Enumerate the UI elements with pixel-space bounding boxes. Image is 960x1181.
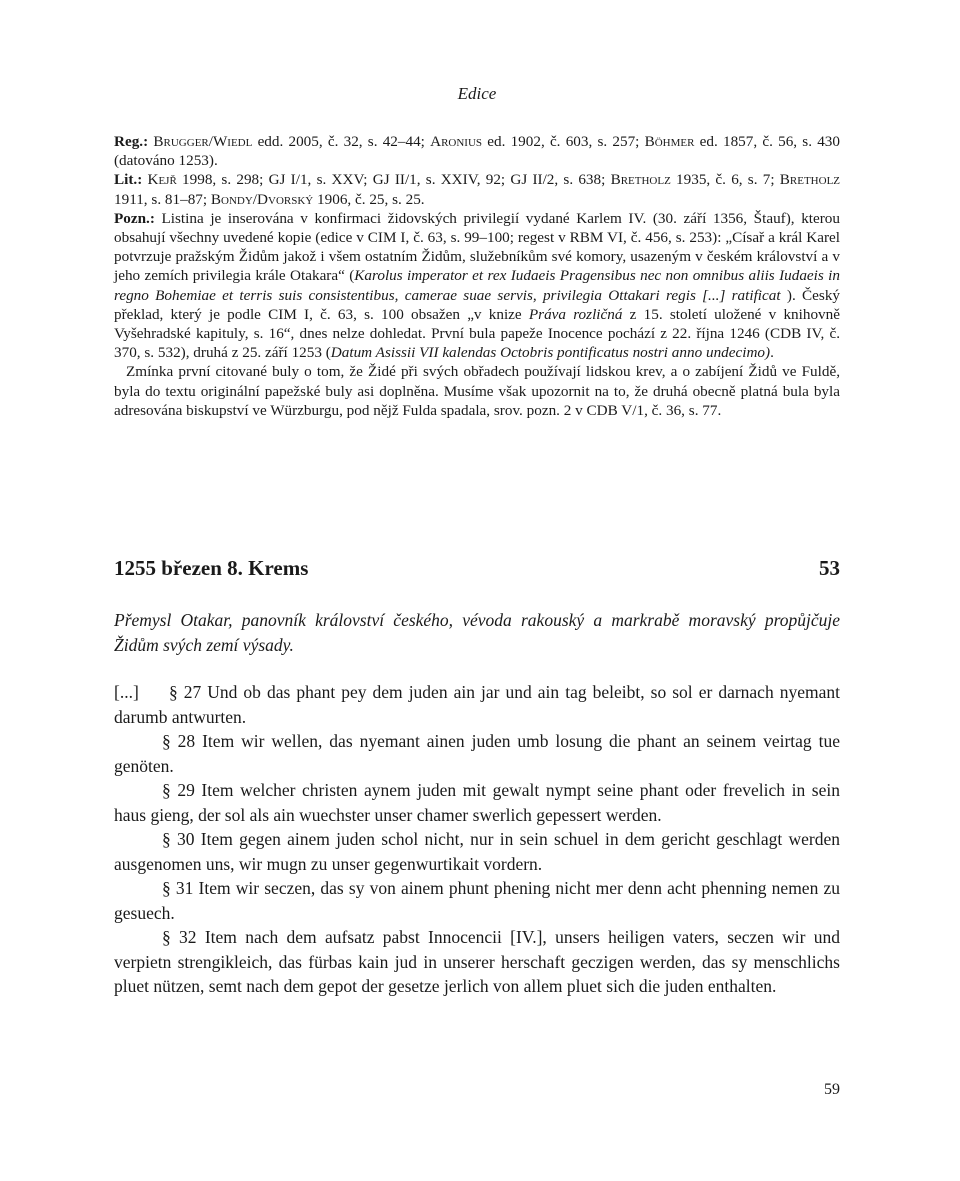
text-paragraph: [...] § 27 Und ob das phant pey dem juden ain jar und ain tag beleibt, so sol er darnach nyemant darumb antwurten. xyxy=(114,682,845,727)
literature-entry: Lit.: Kejř 1998, s. 298; GJ I/1, s. XXV; GJ II/1, s. XXIV, 92; GJ II/2, s. 638; Bretholz 1935, č. 6, s. 7; Bretholz 1911, s. 81–87; Bondy/Dvorský 1906, č. 25, s. 25. xyxy=(114,171,841,208)
text-paragraph: § 30 Item gegen ainem juden schol nicht, nur in sein schuel in dem gericht geschlagt werden ausgenomen uns, wir mugn zu unser gegenwurtikait vordern. xyxy=(114,829,840,874)
note-entry: Pozn.: Listina je inserována v konfirmaci židovských privilegií vydané Karlem IV. (30. září 1356, Štauf), kterou obsahují všechny uvedené kopie (edice v CIM I, č. 63, s. 99–100; regest v RBM VI, č. 456, s. 253): „Císař a král Karel potvrzuje pražským Židům jakož i všem ostatním Židům, služebníkům své komory, usazeným v českém království a v jeho zemích privilegia krále Otakara“ (Karolus imperator et rex Iudaeis Pragensibus nec non omnibus aliis Iudaeis in regno Bohemiae et terris suis consistentibus, camerae suae servis, privilegia Ottakari regis [...] ratificat ). Český překlad, který je podle CIM I, č. 63, s. 100 obsažen „v knize Práva rozličná z 15. století uložené v knihovně Vyšehradské kapituly, s. 16“, dnes nelze dohledat. První bula papeže Inocence pochází z 22. října 1246 (CDB IV, č. 370, s. 532), druhá z 25. září 1253 (Datum Asissii VII kalendas Octobris pontificatus nostri anno undecimo). xyxy=(114,209,841,362)
regesta-entry: Reg.: Brugger/Wiedl edd. 2005, č. 32, s. 42–44; Aronius ed. 1902, č. 603, s. 257; Böhmer ed. 1857, č. 56, s. 430 (datováno 1253). xyxy=(114,133,840,170)
pozn-label: Pozn.: xyxy=(114,209,155,227)
document-number: 53 xyxy=(819,556,840,580)
document-heading xyxy=(114,556,840,581)
date-place: 1255 březen 8. Krems xyxy=(114,556,309,580)
lit-label: Lit.: xyxy=(114,171,143,189)
text-paragraph: § 31 Item wir seczen, das sy von ainem phunt phening nicht mer denn acht phenning nemen zu gesuech. xyxy=(114,878,840,923)
reg-label: Reg.: xyxy=(114,133,149,150)
text-paragraph: § 29 Item welcher christen aynem juden mit gewalt nympt seine phant oder frevelich in sein haus gieng, der sol als ain wuechster unser chamer swerlich gepessert werden. xyxy=(114,780,840,825)
running-head: Edice xyxy=(457,84,497,103)
page-number: 59 xyxy=(824,1081,840,1098)
edited-text xyxy=(114,680,845,999)
text-paragraph: § 32 Item nach dem aufsatz pabst Innocencii [IV.], unsers heiligen vaters, seczen wir und verpietn strengikleich, das fürbas kain jud in unserer herschaft geczigen werden, das sy menschlichs pluet nützen, semt nach dem gepot der gesetze jerlich von allem pluet sich die juden enthalten. xyxy=(114,927,840,996)
text-paragraph: § 28 Item wir wellen, das nyemant ainen juden umb losung die phant an seinem veirtag tue genöten. xyxy=(114,731,840,776)
note-paragraph: Zmínka první citované buly o tom, že Židé při svých obřadech používají lidskou krev, a o zabíjení Židů ve Fuldě, byla do textu originální papežské buly asi doplněna. Musíme však upozornit na to, že druhá obecně platná bula byla adresována biskupství ve Würzburgu, pod nějž Fulda spadala, srov. pozn. 2 v CDB V/1, č. 36, s. 77. xyxy=(114,363,840,419)
edition-notes xyxy=(114,132,840,420)
regest: Přemysl Otakar, panovník království českého, vévoda rakouský a markrabě moravský propůjčuje Židům svých zemí výsady. xyxy=(114,610,840,655)
